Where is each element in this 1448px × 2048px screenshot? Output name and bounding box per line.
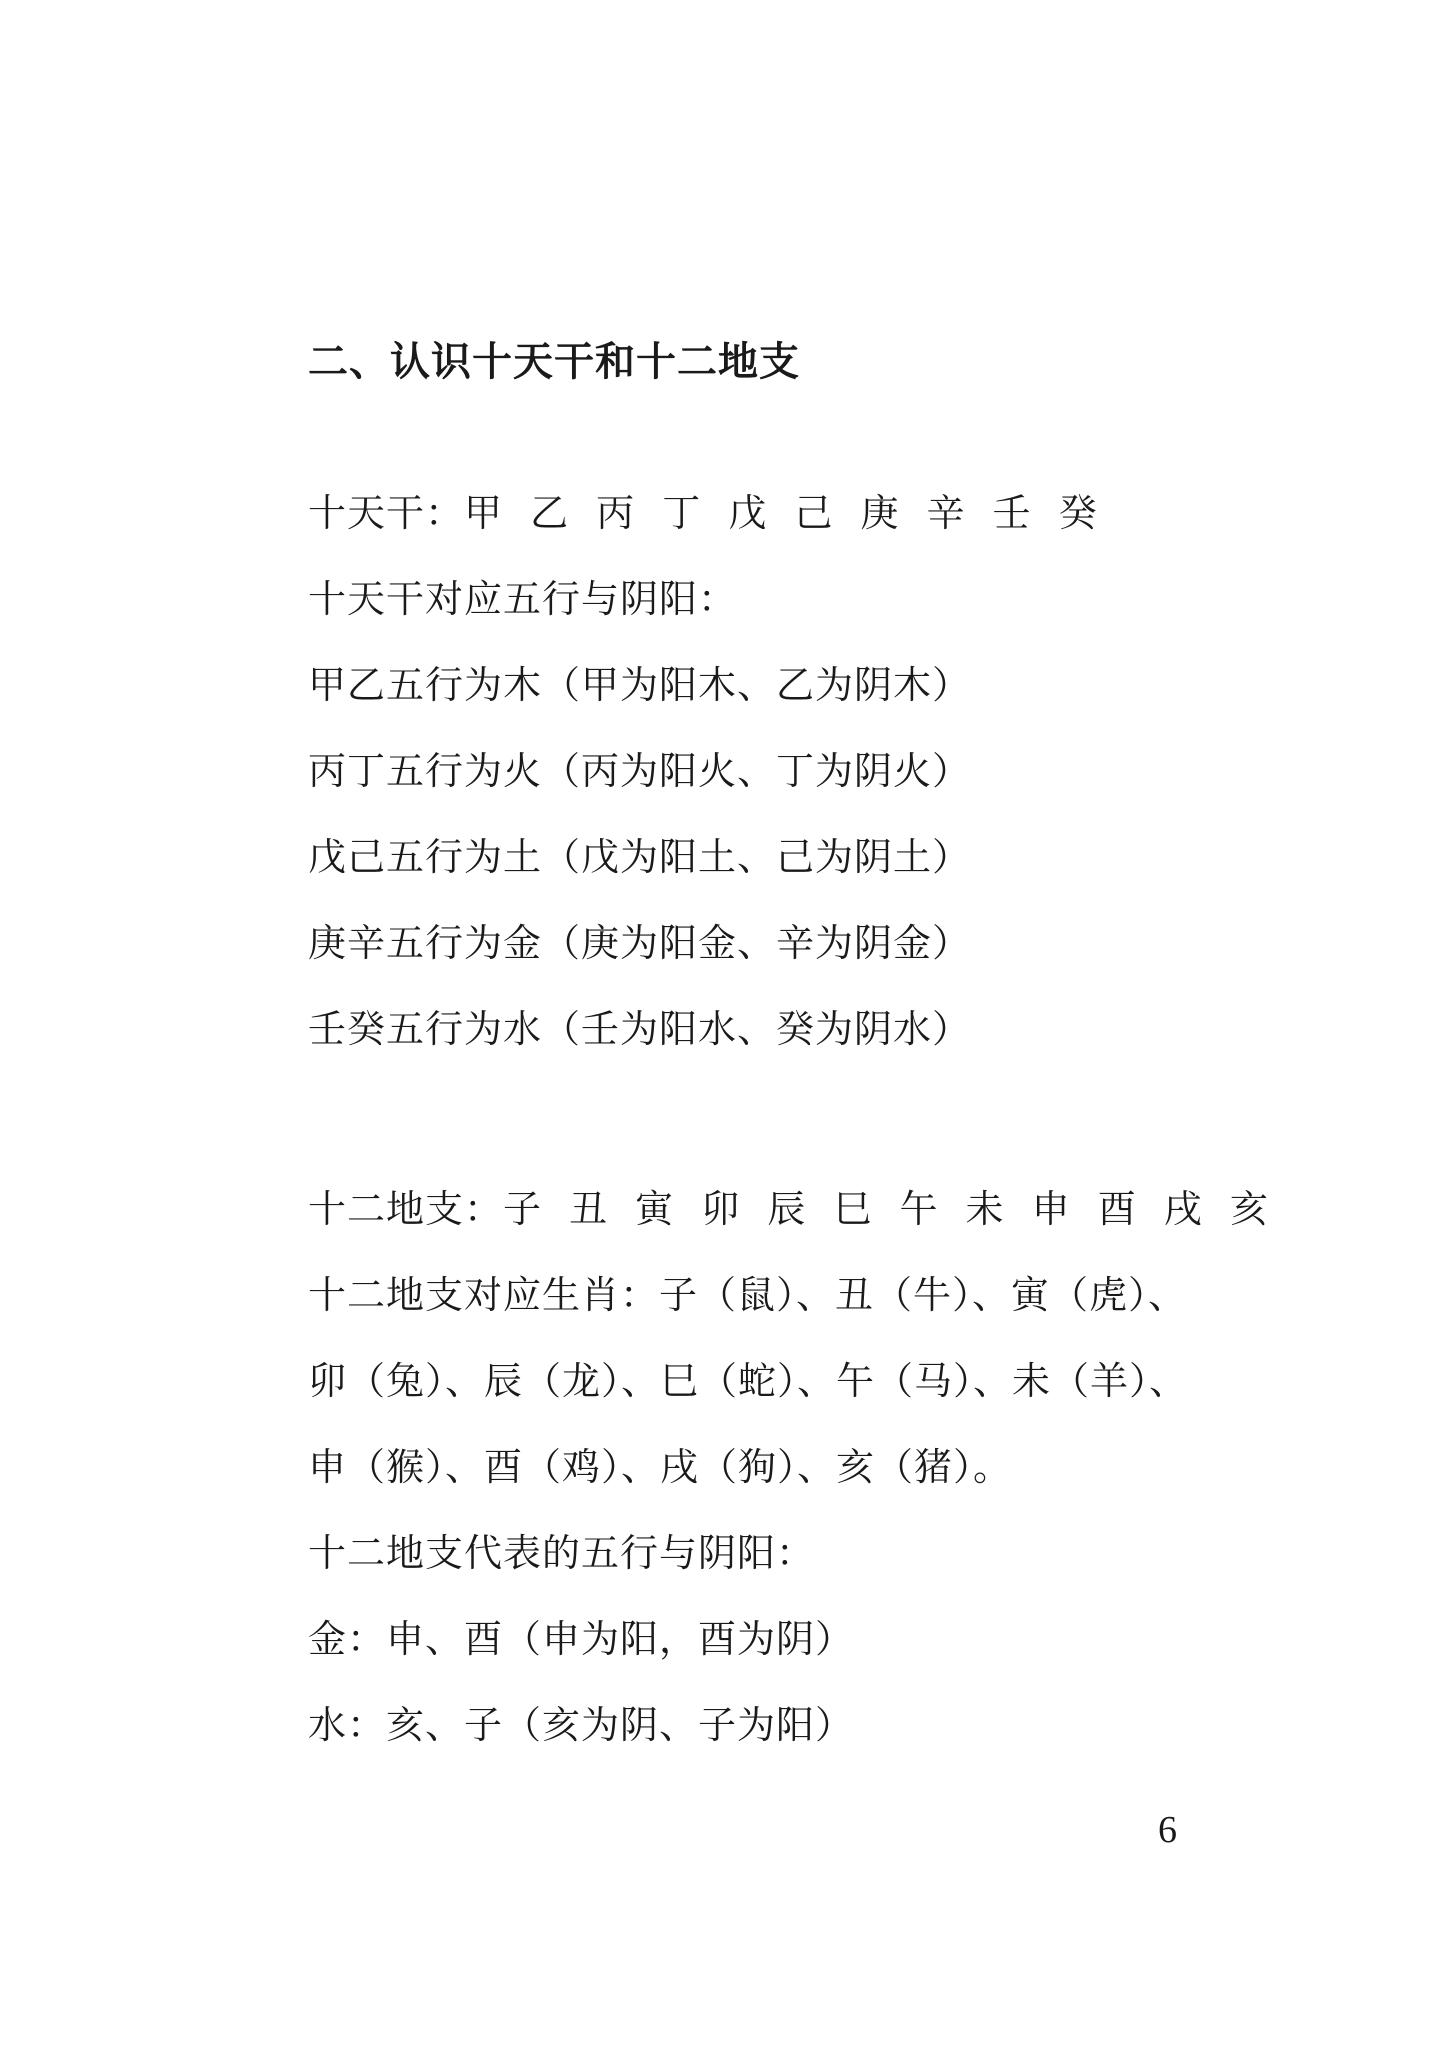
dizhi-list: 十二地支：子 丑 寅 卯 辰 巳 午 未 申 酉 戌 亥 <box>308 1187 1269 1231</box>
tiangan-wuxing-title: 十天干对应五行与阴阳： <box>308 577 738 621</box>
dizhi-shengxiao-line: 卯（兔）、辰（龙）、巳（蛇）、午（马）、未（羊）、 <box>308 1359 1189 1403</box>
tiangan-list: 十天干：甲 乙 丙 丁 戊 己 庚 辛 壬 癸 <box>308 491 1098 535</box>
tiangan-item: 戊己五行为土（戊为阳土、己为阴土） <box>308 835 972 879</box>
dizhi-shengxiao-line: 申（猴）、酉（鸡）、戌（狗）、亥（猪）。 <box>308 1445 1013 1489</box>
dizhi-item: 金：申、酉（申为阳，酉为阴） <box>308 1617 855 1661</box>
dizhi-shengxiao-line: 十二地支对应生肖：子（鼠）、丑（牛）、寅（虎）、 <box>308 1273 1188 1317</box>
tiangan-item: 壬癸五行为水（壬为阳水、癸为阴水） <box>308 1007 972 1051</box>
page-number: 6 <box>1158 1809 1177 1851</box>
dizhi-wuxing-title: 十二地支代表的五行与阴阳： <box>308 1531 816 1575</box>
dizhi-item: 水：亥、子（亥为阴、子为阳） <box>308 1703 855 1747</box>
tiangan-item: 庚辛五行为金（庚为阳金、辛为阴金） <box>308 921 972 965</box>
tiangan-item: 丙丁五行为火（丙为阳火、丁为阴火） <box>308 749 972 793</box>
tiangan-item: 甲乙五行为木（甲为阳木、乙为阴木） <box>308 663 972 707</box>
section-heading: 二、认识十天干和十二地支 <box>308 339 800 385</box>
